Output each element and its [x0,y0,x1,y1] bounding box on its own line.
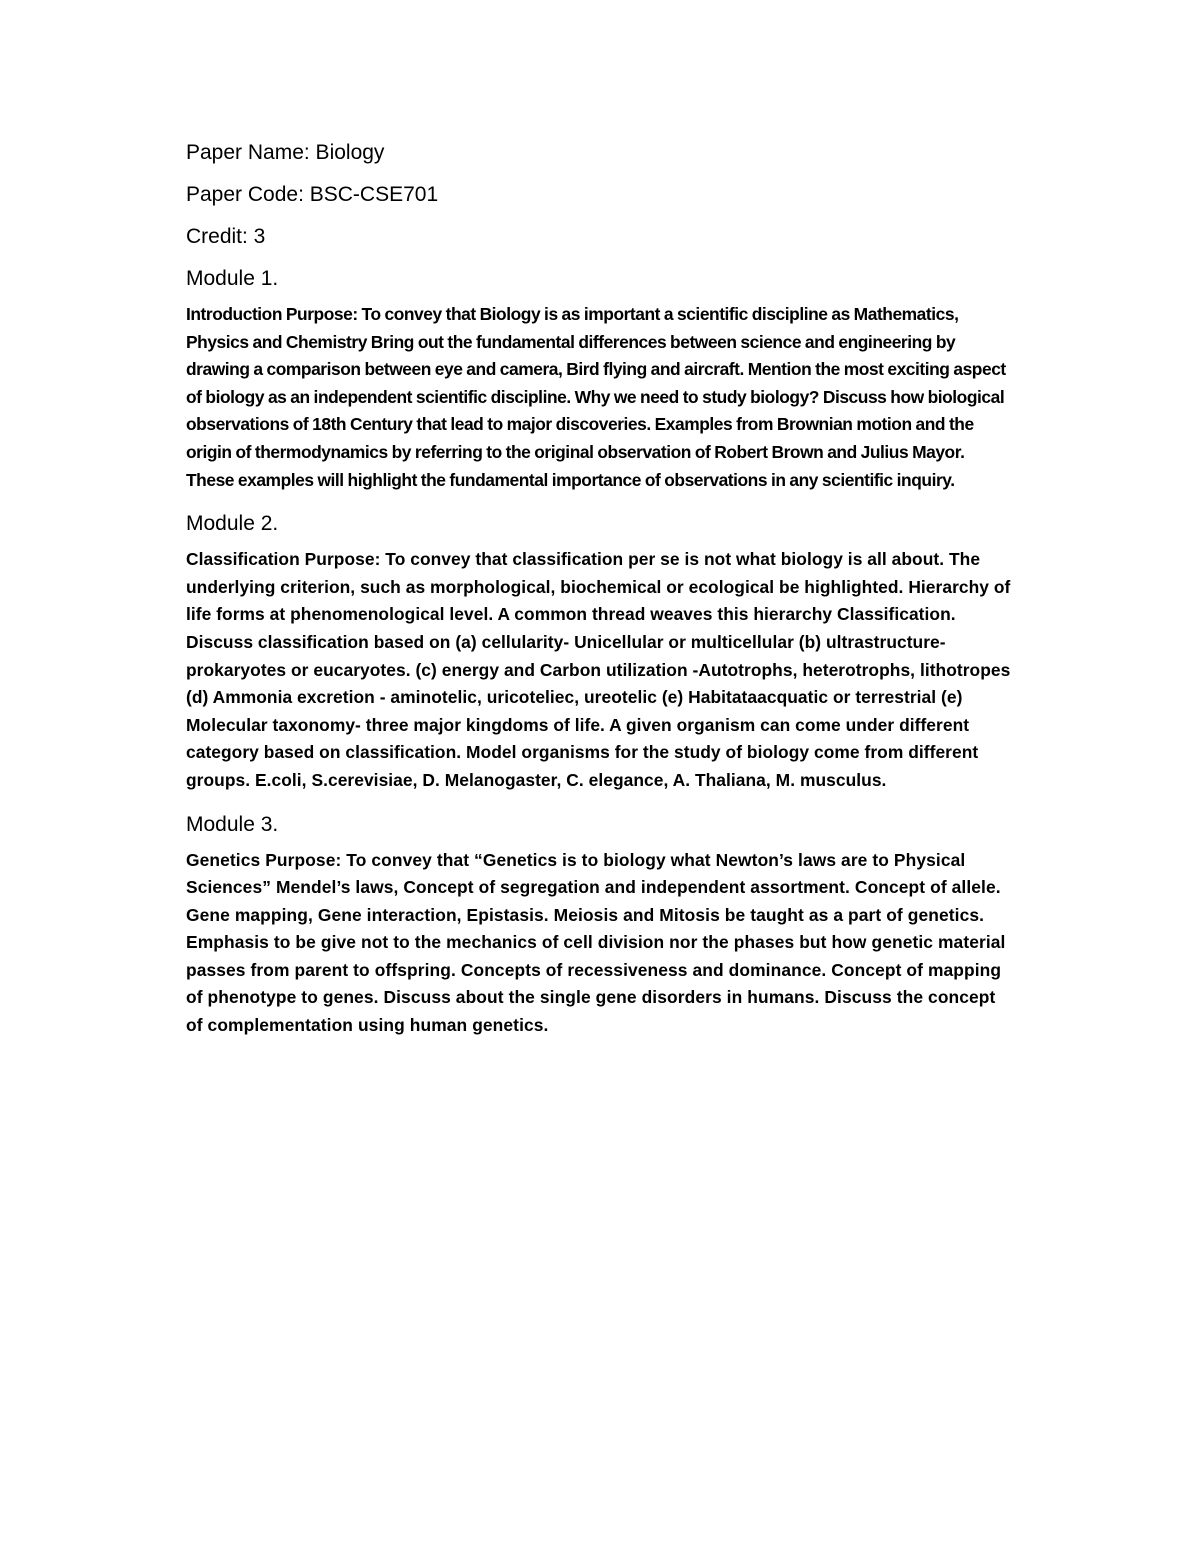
module-2 [186,508,1016,794]
document-content [186,137,1016,1054]
module-1 [186,263,1016,494]
paper-name: Paper Name: Biology [186,141,385,164]
module-3-heading: Module 3. [186,812,279,836]
module-1-body: Introduction Purpose: To convey that Biology is as important a scientific discipline as Mathematics, Physics and Chemistry Bring out the fundamental differences between science and engineering by drawing a comparison between eye and camera, Bird flying and aircraft. Mention the most exciting aspect of biology as an independent scientific discipline. Why we need to study biology? Discuss how biological observations of 18th Century that lead to major discoveries. Examples from Brownian motion and the origin of thermodynamics by referring to the original observation of Robert Brown and Julius Mayor. These examples will highlight the fundamental importance of observations in any scientific inquiry. [186,304,1006,490]
module-3 [186,809,1016,1040]
module-2-body: Classification Purpose: To convey that classification per se is not what biology is all about. The underlying criterion, such as morphological, biochemical or ecological be highlighted. Hierarchy of life forms at phenomenological level. A common thread weaves this hierarchy Classification. Discuss classification based on (a) cellularity- Unicellular or multicellular (b) ultrastructure- prokaryotes or eucaryotes. (c) energy and Carbon utilization -Autotrophs, heterotrophs, lithotropes (d) Ammonia excretion - aminotelic, uricoteliec, ureotelic (e) Habitataacquatic or terrestrial (e) Molecular taxonomy- three major kingdoms of life. A given organism can come under different category based on classification. Model organisms for the study of biology come from different groups. E.coli, S.cerevisiae, D. Melanogaster, C. elegance, A. Thaliana, M. musculus. [186,549,1011,790]
paper-credit: Credit: 3 [186,225,266,248]
paper-code: Paper Code: BSC-CSE701 [186,183,439,206]
module-2-heading: Module 2. [186,512,279,536]
module-3-body: Genetics Purpose: To convey that “Genetics is to biology what Newton’s laws are to Physical Sciences” Mendel’s laws, Concept of segregation and independent assortment. Concept of allele. Gene mapping, Gene interaction, Epistasis. Meiosis and Mitosis be taught as a part of genetics. Emphasis to be give not to the mechanics of cell division nor the phases but how genetic material passes from parent to offspring. Concepts of recessiveness and dominance. Concept of mapping of phenotype to genes. Discuss about the single gene disorders in humans. Discuss the concept of complementation using human genetics. [186,849,1006,1036]
module-1-heading: Module 1. [186,267,279,290]
